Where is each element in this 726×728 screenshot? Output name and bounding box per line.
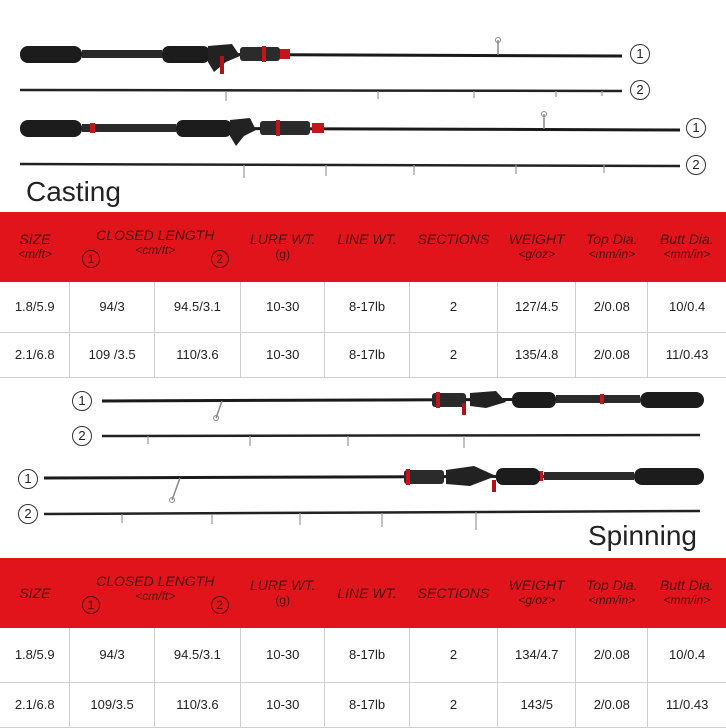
header-marker-1: 1 <box>82 596 100 614</box>
cell-butt-dia: 10/0.4 <box>648 282 726 332</box>
table-row <box>0 332 726 377</box>
header-line-wt: LINE WT. <box>325 212 409 282</box>
cell-lure-wt: 10-30 <box>241 628 325 682</box>
cell-butt-dia: 11/0.43 <box>648 332 726 377</box>
cell-weight: 135/4.8 <box>498 332 576 377</box>
cell-sections: 2 <box>409 682 497 727</box>
header-lure-wt: LURE WT. (g) <box>241 212 325 282</box>
header-weight: WEIGHT <g/oz> <box>498 212 576 282</box>
cell-sections: 2 <box>409 282 497 332</box>
cell-lure-wt: 10-30 <box>241 282 325 332</box>
header-marker-2: 2 <box>211 250 229 268</box>
header-top-dia: Top Dia. <mm/in> <box>576 212 648 282</box>
spinning-header-row <box>0 558 726 628</box>
cell-line-wt: 8-17lb <box>325 628 409 682</box>
header-sections: SECTIONS <box>409 212 497 282</box>
header-butt-dia: Butt Dia. <mm/in> <box>648 558 726 628</box>
cell-weight: 143/5 <box>498 682 576 727</box>
marker-2-casting-rod-2: 2 <box>686 155 706 175</box>
cell-lure-wt: 10-30 <box>241 682 325 727</box>
spinning-rod-1-butt-section <box>102 391 704 421</box>
cell-size: 1.8/5.9 <box>0 628 70 682</box>
header-marker-2: 2 <box>211 596 229 614</box>
cell-closed-length-1: 109 /3.5 <box>70 332 154 377</box>
cell-lure-wt: 10-30 <box>241 332 325 377</box>
marker-1-spinning-rod-2: 1 <box>18 469 38 489</box>
header-sections: SECTIONS <box>409 558 497 628</box>
marker-2-casting-rod-1: 2 <box>630 80 650 100</box>
marker-2-spinning-rod-2: 2 <box>18 504 38 524</box>
header-marker-1: 1 <box>82 250 100 268</box>
casting-header-row <box>0 212 726 282</box>
casting-title: Casting <box>26 176 121 207</box>
header-butt-dia: Butt Dia. <mm/in> <box>648 212 726 282</box>
table-row <box>0 282 726 332</box>
cell-line-wt: 8-17lb <box>325 682 409 727</box>
cell-top-dia: 2/0.08 <box>576 282 648 332</box>
cell-weight: 127/4.5 <box>498 282 576 332</box>
marker-2-spinning-rod-1: 2 <box>72 426 92 446</box>
spinning-title: Spinning <box>588 520 697 551</box>
header-closed-length: CLOSED LENGTH <cm/ft> 1 2 <box>70 212 241 282</box>
cell-closed-length-1: 94/3 <box>70 282 154 332</box>
cell-closed-length-2: 110/3.6 <box>154 332 240 377</box>
header-line-wt: LINE WT. <box>325 558 409 628</box>
cell-top-dia: 2/0.08 <box>576 682 648 727</box>
cell-line-wt: 8-17lb <box>325 282 409 332</box>
marker-1-spinning-rod-1: 1 <box>72 391 92 411</box>
cell-size: 2.1/6.8 <box>0 332 70 377</box>
header-weight: WEIGHT <g/oz> <box>498 558 576 628</box>
table-row <box>0 628 726 682</box>
header-top-dia: Top Dia. <mm/in> <box>576 558 648 628</box>
cell-butt-dia: 11/0.43 <box>648 682 726 727</box>
header-closed-length: CLOSED LENGTH <cm/ft> 1 2 <box>70 558 241 628</box>
casting-rod-2-butt-section <box>20 112 680 147</box>
marker-1-casting-rod-2: 1 <box>686 118 706 138</box>
casting-rod-1-tip-section <box>20 90 622 101</box>
cell-top-dia: 2/0.08 <box>576 628 648 682</box>
cell-line-wt: 8-17lb <box>325 332 409 377</box>
cell-sections: 2 <box>409 628 497 682</box>
cell-closed-length-2: 94.5/3.1 <box>154 628 240 682</box>
header-lure-wt: LURE WT. (g) <box>241 558 325 628</box>
cell-closed-length-2: 110/3.6 <box>154 682 240 727</box>
header-size: SIZE <m/ft> <box>0 212 70 282</box>
table-row <box>0 682 726 727</box>
cell-sections: 2 <box>409 332 497 377</box>
cell-top-dia: 2/0.08 <box>576 332 648 377</box>
cell-closed-length-2: 94.5/3.1 <box>154 282 240 332</box>
cell-closed-length-1: 109/3.5 <box>70 682 154 727</box>
marker-1-casting-rod-1: 1 <box>630 44 650 64</box>
cell-weight: 134/4.7 <box>498 628 576 682</box>
cell-size: 2.1/6.8 <box>0 682 70 727</box>
casting-spec-table <box>0 212 726 378</box>
spinning-rod-2-butt-section <box>44 466 704 503</box>
header-size: SIZE <box>0 558 70 628</box>
casting-rod-1-butt-section <box>20 38 622 75</box>
cell-butt-dia: 10/0.4 <box>648 628 726 682</box>
spinning-spec-table <box>0 558 726 728</box>
cell-size: 1.8/5.9 <box>0 282 70 332</box>
cell-closed-length-1: 94/3 <box>70 628 154 682</box>
spinning-rod-1-tip-section <box>102 435 700 448</box>
